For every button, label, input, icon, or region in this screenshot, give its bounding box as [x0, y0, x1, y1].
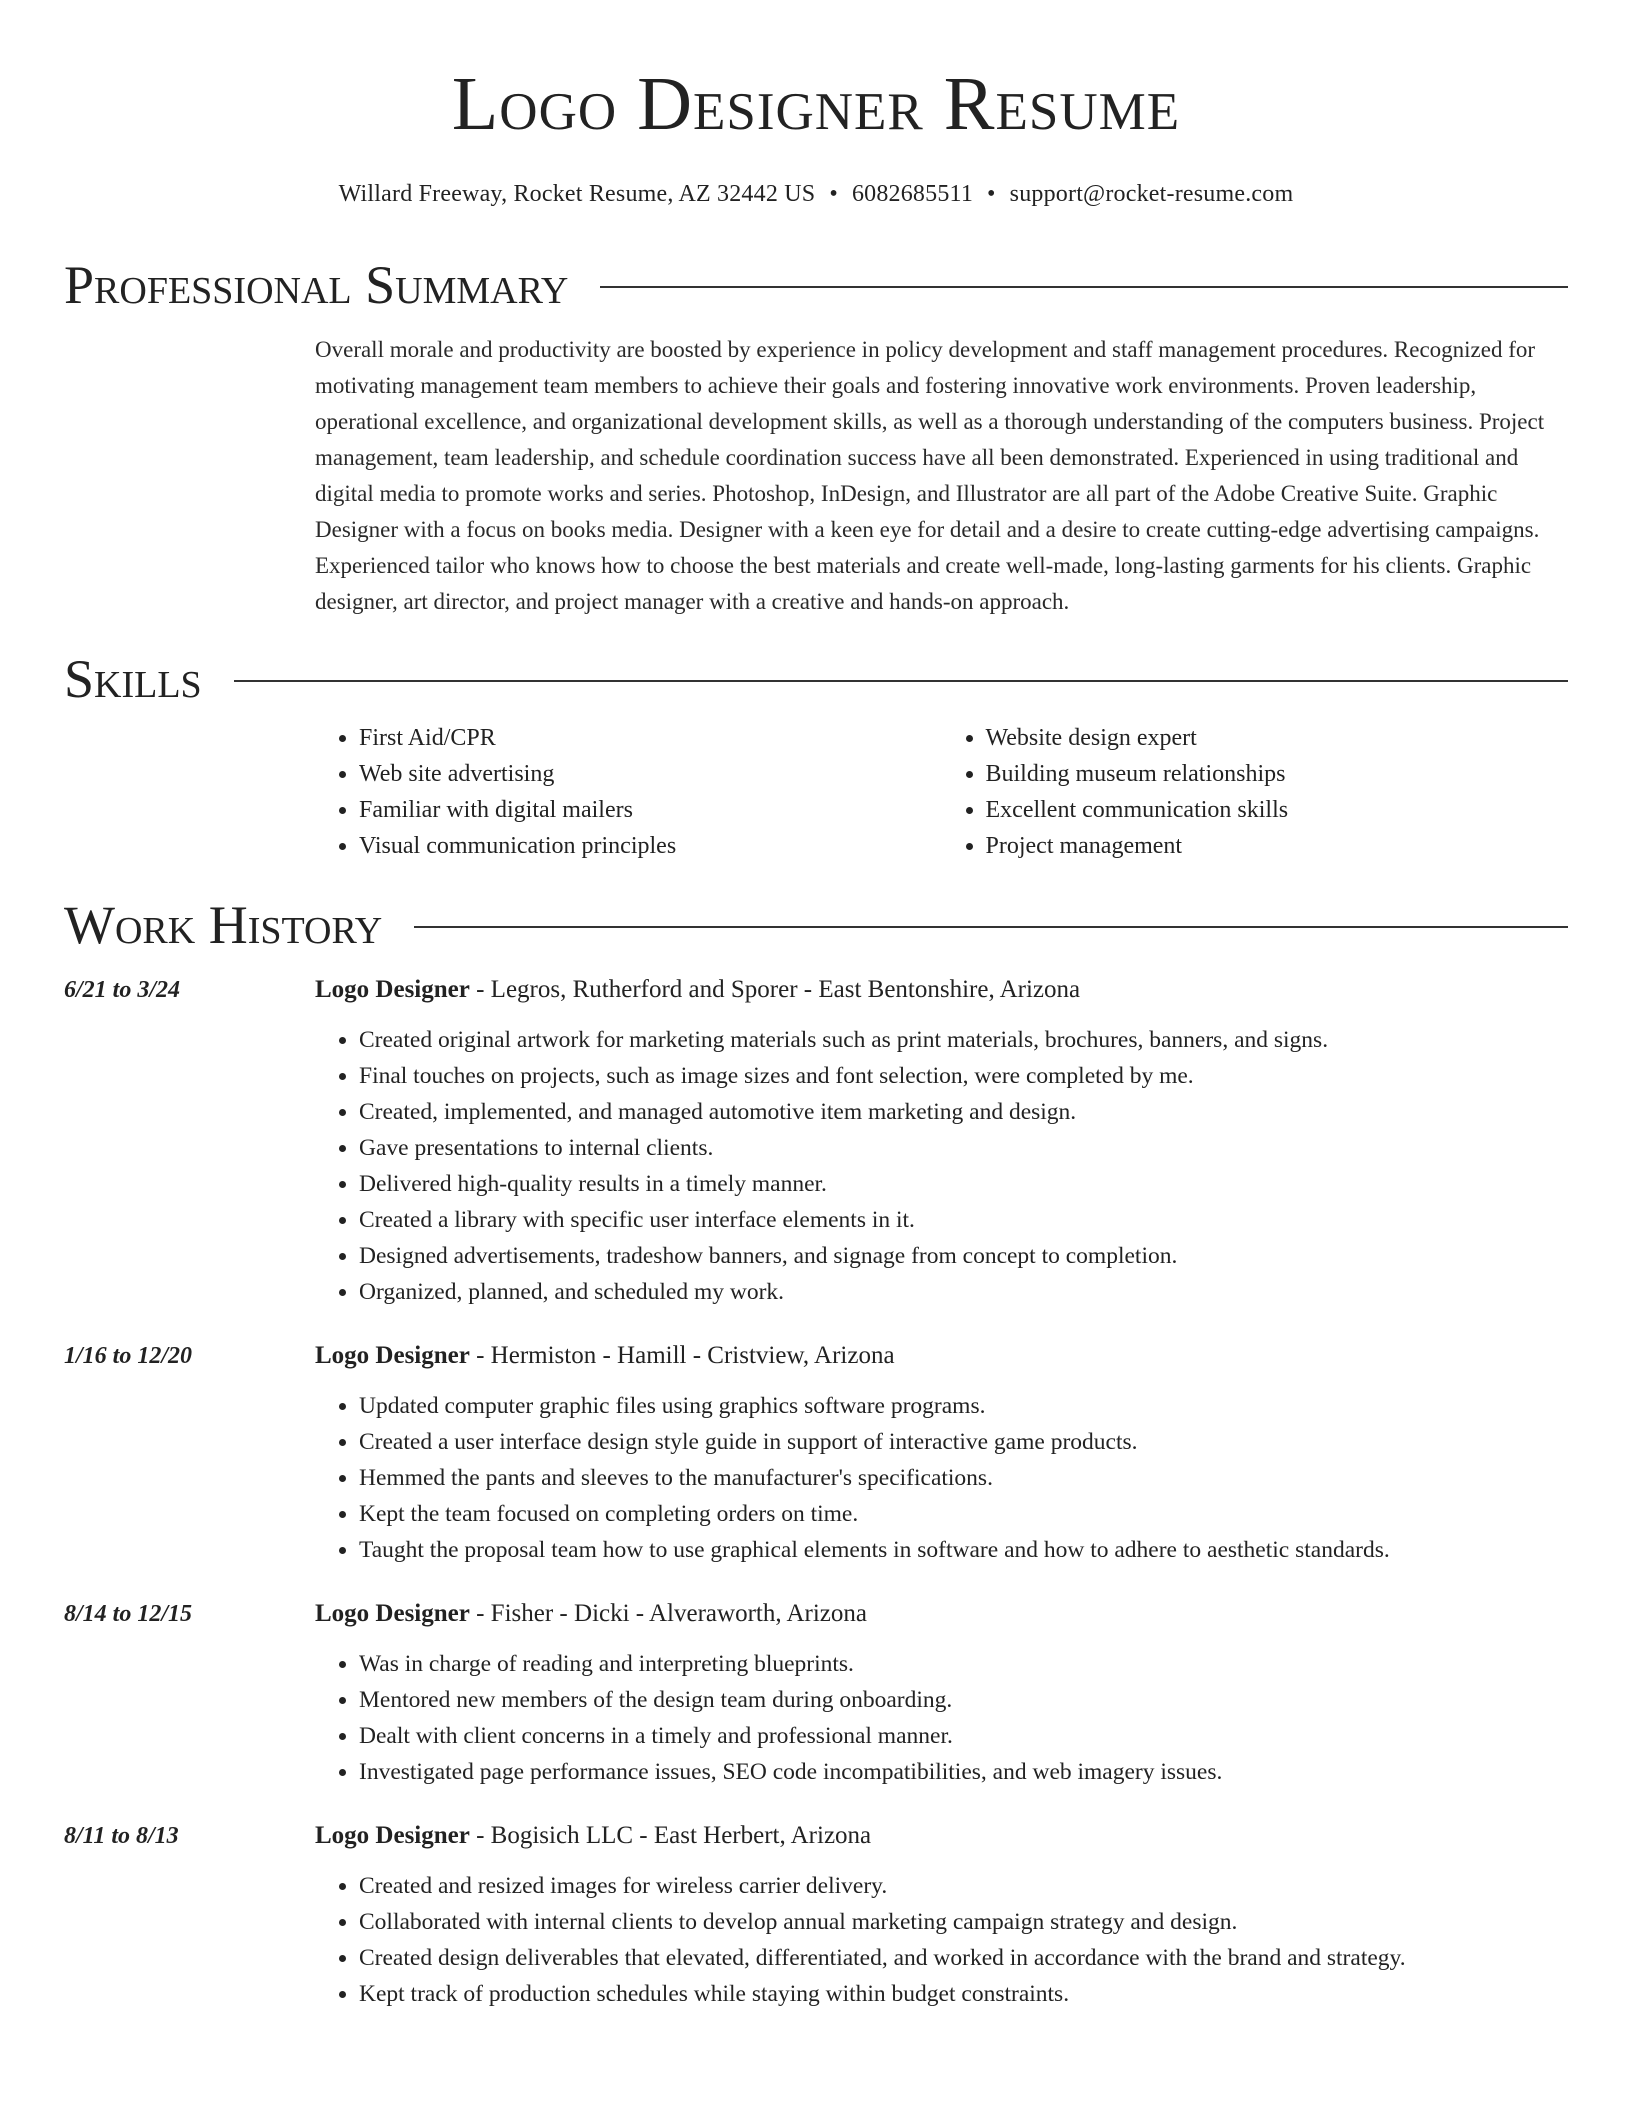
resume-header [64, 0, 1568, 210]
job-bullet: • Updated computer graphic files using graphics software programs. [359, 1388, 1568, 1424]
job-bullet: • Dealt with client concerns in a timely and professional manner. [359, 1718, 1568, 1754]
phone: 6082685511 [851, 181, 974, 207]
work-section-header [64, 894, 1568, 956]
address: Willard Freeway, Rocket Resume, AZ 32442 US [338, 181, 816, 207]
job-bullet: • Created design deliverables that elevated, differentiated, and worked in accordance with the brand and strategy. [359, 1940, 1568, 1976]
job-bullets [315, 1388, 1568, 1568]
skills-list [315, 720, 1568, 864]
job-bullet: • Taught the proposal team how to use graphical elements in software and how to adhere to aesthetic standards. [359, 1532, 1568, 1568]
job-heading [64, 1818, 1568, 1854]
job-entry [64, 1596, 1568, 1790]
job-bullets [315, 1022, 1568, 1310]
job-bullet: • Was in charge of reading and interpreting blueprints. [359, 1646, 1568, 1682]
job-title-line [315, 1338, 895, 1374]
skill-item: • Building museum relationships [986, 756, 1569, 792]
email: support@rocket-resume.com [1009, 181, 1294, 207]
job-title: Logo Designer [315, 1822, 470, 1849]
job-bullet: • Mentored new members of the design team during onboarding. [359, 1682, 1568, 1718]
job-bullet: • Investigated page performance issues, SEO code incompatibilities, and web imagery issues. [359, 1754, 1568, 1790]
job-employer: - Bogisich LLC - East Herbert, Arizona [469, 1822, 872, 1849]
skills-section-title: Skills [64, 649, 202, 709]
job-entry [64, 1818, 1568, 2012]
summary-text: Overall morale and productivity are boosted by experience in policy development and staff management procedures. Recognized for motivating management team members to achieve their goals and fostering innovative work environments. Proven leadership, operational excellence, and organizational development skills, as well as a thorough understanding of the computers business. Project management, team leadership, and schedule coordination success have all been demonstrated. Experienced in using traditional and digital media to promote works and series. Photoshop, InDesign, and Illustrator are all part of the Adobe Creative Suite. Graphic Designer with a focus on books media. Designer with a keen eye for detail and a desire to create cutting-edge advertising campaigns. Experienced tailor who knows how to choose the best materials and create well-made, long-lasting garments for his clients. Graphic designer, art director, and project manager with a creative and hands-on approach. [315, 337, 1545, 614]
job-dates: 8/14 to 12/15 [64, 1601, 193, 1627]
job-bullet: • Created a user interface design style guide in support of interactive game products. [359, 1424, 1568, 1460]
job-heading [64, 1338, 1568, 1374]
job-entry [64, 972, 1568, 1310]
job-bullet: • Created original artwork for marketing materials such as print materials, brochures, banners, and signs. [359, 1022, 1568, 1058]
work-section-title: Work History [64, 895, 383, 955]
skill-item: • Project management [986, 828, 1569, 864]
job-dates: 6/21 to 3/24 [64, 977, 181, 1003]
job-bullet: • Created a library with specific user interface elements in it. [359, 1202, 1568, 1238]
job-bullet: • Collaborated with internal clients to develop annual marketing campaign strategy and design. [359, 1904, 1568, 1940]
job-bullet: • Final touches on projects, such as image sizes and font selection, were completed by me. [359, 1058, 1568, 1094]
section-divider [600, 286, 1568, 288]
skill-item: • Web site advertising [359, 756, 942, 792]
job-bullet: • Hemmed the pants and sleeves to the manufacturer's specifications. [359, 1460, 1568, 1496]
job-title-line [315, 1818, 871, 1854]
job-bullet: • Kept track of production schedules while staying within budget constraints. [359, 1976, 1568, 2012]
job-bullet: • Gave presentations to internal clients. [359, 1130, 1568, 1166]
job-bullets [315, 1868, 1568, 2012]
skills-section-header [64, 648, 1568, 710]
job-bullet: • Organized, planned, and scheduled my work. [359, 1274, 1568, 1310]
work-history-list [64, 972, 1568, 2012]
resume-title: Logo Designer Resume [451, 62, 1181, 146]
skill-item: • First Aid/CPR [359, 720, 942, 756]
skills-column-right [942, 720, 1569, 864]
contact-line [64, 178, 1568, 210]
summary-section-title: Professional Summary [64, 255, 569, 315]
contact-separator: • [987, 181, 996, 207]
section-divider [234, 680, 1568, 682]
job-employer: - Fisher - Dicki - Alveraworth, Arizona [469, 1600, 867, 1627]
job-heading [64, 972, 1568, 1008]
job-title: Logo Designer [315, 1342, 470, 1369]
job-employer: - Hermiston - Hamill - Cristview, Arizona [469, 1342, 895, 1369]
job-title: Logo Designer [315, 1600, 470, 1627]
job-bullet: • Designed advertisements, tradeshow banners, and signage from concept to completion. [359, 1238, 1568, 1274]
skill-item: • Excellent communication skills [986, 792, 1569, 828]
job-title-line [315, 1596, 867, 1632]
summary-section-header [64, 254, 1568, 316]
job-bullet: • Delivered high-quality results in a timely manner. [359, 1166, 1568, 1202]
job-title: Logo Designer [315, 976, 470, 1003]
job-bullet: • Created and resized images for wireless carrier delivery. [359, 1868, 1568, 1904]
job-dates: 1/16 to 12/20 [64, 1343, 193, 1369]
skill-item: • Visual communication principles [359, 828, 942, 864]
job-title-line [315, 972, 1080, 1008]
job-bullet: • Created, implemented, and managed automotive item marketing and design. [359, 1094, 1568, 1130]
job-bullets [315, 1646, 1568, 1790]
job-entry [64, 1338, 1568, 1568]
job-bullet: • Kept the team focused on completing orders on time. [359, 1496, 1568, 1532]
job-heading [64, 1596, 1568, 1632]
job-employer: - Legros, Rutherford and Sporer - East Bentonshire, Arizona [469, 976, 1081, 1003]
skills-column-left [315, 720, 942, 864]
section-divider [414, 926, 1568, 928]
skill-item: • Website design expert [986, 720, 1569, 756]
job-dates: 8/11 to 8/13 [64, 1823, 179, 1849]
skill-item: • Familiar with digital mailers [359, 792, 942, 828]
contact-separator: • [829, 181, 838, 207]
